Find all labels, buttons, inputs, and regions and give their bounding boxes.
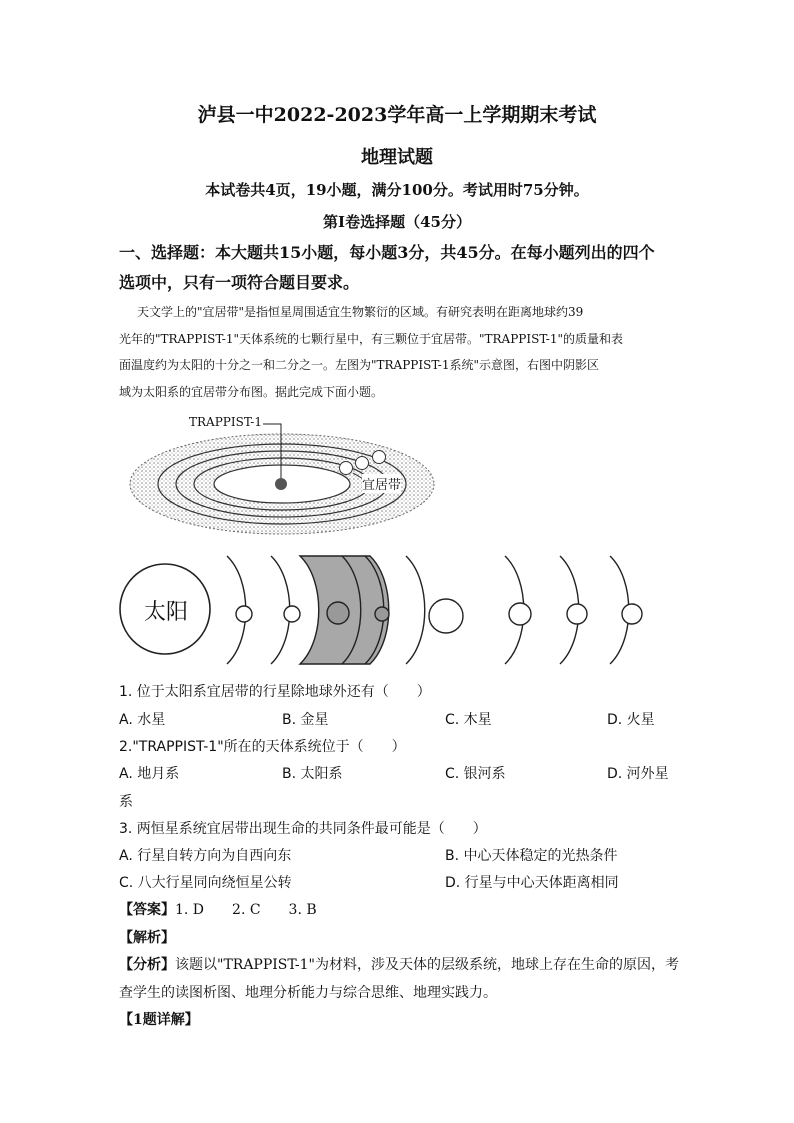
passage-line-1: 天文学上的"宜居带"是指恒星周围适宜生物繁衍的区域。有研究表明在距离地球约39	[137, 305, 584, 319]
q3-option-b: B. 中心天体稳定的光热条件	[445, 848, 618, 864]
q2-option-d-wrap: 系	[119, 794, 133, 810]
planet-earth	[327, 602, 349, 624]
planet-jupiter	[429, 599, 463, 633]
habitable-planet	[373, 451, 386, 464]
q2-option-c: C. 银河系	[445, 766, 506, 782]
exam-title: 泸县一中2022-2023学年高一上学期期末考试	[197, 104, 597, 126]
subject-title: 地理试题	[361, 147, 433, 168]
planet-uranus	[567, 604, 587, 624]
question-3-stem: 3. 两恒星系统宜居带出现生命的共同条件最可能是（ ）	[119, 821, 487, 837]
fenxi-label: 【分析】	[119, 957, 175, 973]
fenxi-line-2: 查学生的读图析图、地理分析能力与综合思维、地理实践力。	[119, 985, 497, 1001]
instructions-line-2: 选项中，只有一项符合题目要求。	[119, 273, 360, 292]
q1-option-d: D. 火星	[607, 712, 655, 728]
planet-neptune	[622, 604, 642, 624]
q3-option-c: C. 八大行星同向绕恒星公转	[119, 875, 292, 891]
orbit-arc	[406, 556, 425, 664]
planet-mars	[375, 607, 389, 621]
q3-option-a: A. 行星自转方向为自西向东	[119, 848, 292, 864]
q2-option-a: A. 地月系	[119, 766, 180, 782]
fenxi-line-1	[119, 954, 679, 974]
answer-row	[119, 899, 317, 919]
trappist-label: TRAPPIST-1	[189, 415, 262, 429]
habitable-zone-label: 宜居带	[362, 474, 401, 493]
fenxi-text: 该题以"TRAPPIST-1"为材料，涉及天体的层级系统，地球上存在生命的原因，考	[175, 957, 679, 973]
planet-venus	[284, 606, 300, 622]
habitable-planet	[340, 462, 353, 475]
solar-system-figure	[110, 550, 670, 670]
planet-mercury	[236, 606, 252, 622]
planet-saturn	[509, 603, 531, 625]
q1-option-b: B. 金星	[282, 712, 329, 728]
section-title: 第I卷选择题（45分）	[323, 213, 471, 231]
detail-label: 【1题详解】	[119, 1012, 199, 1028]
q2-option-d: D. 河外星	[607, 766, 669, 782]
answer-label: 【答案】	[119, 902, 175, 918]
question-2-stem: 2."TRAPPIST-1"所在的天体系统位于（ ）	[119, 739, 406, 755]
passage-line-4: 域为太阳系的宜居带分布图。据此完成下面小题。	[119, 385, 384, 399]
habitable-planet	[356, 457, 369, 470]
instructions-line-1: 一、选择题：本大题共15小题，每小题3分，共45分。在每小题列出的四个	[119, 243, 655, 262]
q1-option-a: A. 水星	[119, 712, 166, 728]
passage-line-3: 面温度约为太阳的十分之一和二分之一。左图为"TRAPPIST-1系统"示意图，右图中阴影区	[119, 358, 600, 372]
q2-option-b: B. 太阳系	[282, 766, 343, 782]
answer-values: 1. D 2. C 3. B	[175, 902, 317, 918]
q1-option-c: C. 木星	[445, 712, 492, 728]
sun-label: 太阳	[144, 600, 189, 625]
analysis-label: 【解析】	[119, 930, 175, 946]
exam-info: 本试卷共4页，19小题，满分100分。考试用时75分钟。	[205, 181, 589, 199]
trappist-star	[275, 478, 287, 490]
passage-line-2: 光年的"TRAPPIST-1"天体系统的七颗行星中，有三颗位于宜居带。"TRAPPIST-1"的质量和表	[119, 332, 624, 346]
q3-option-d: D. 行星与中心天体距离相同	[445, 875, 619, 891]
question-1-stem: 1. 位于太阳系宜居带的行星除地球外还有（ ）	[119, 684, 431, 700]
